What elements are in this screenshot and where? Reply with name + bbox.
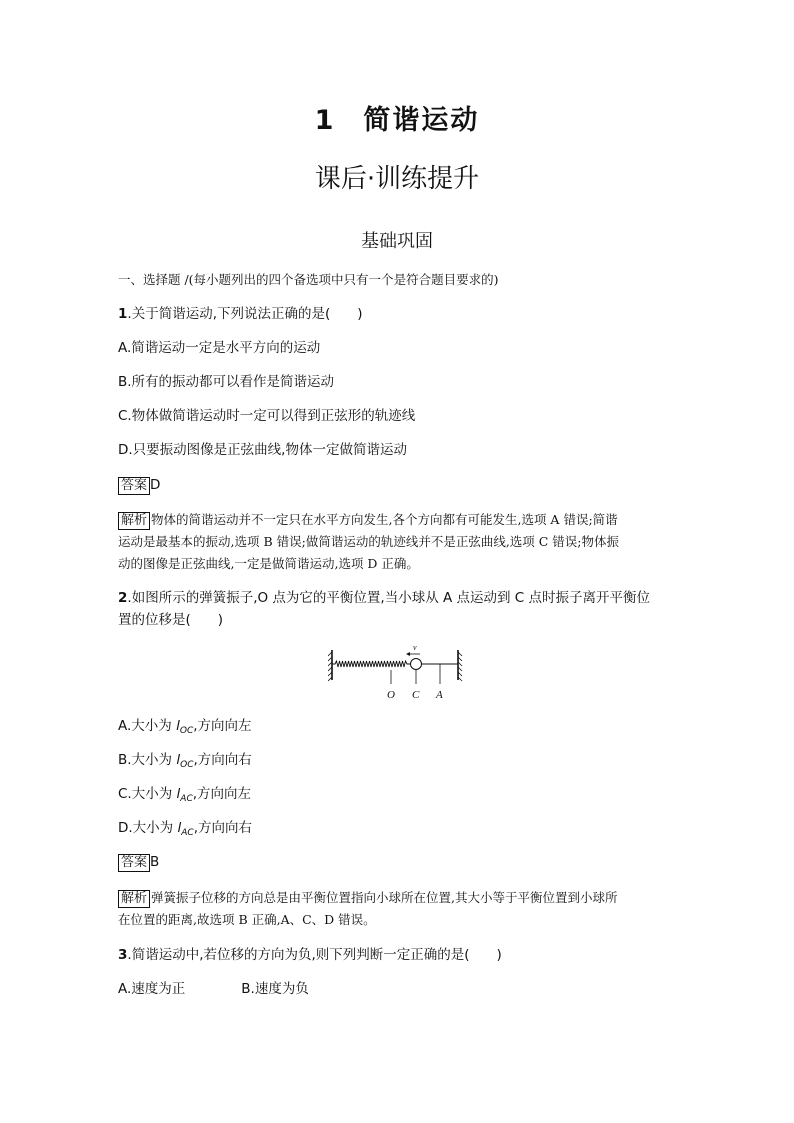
label-c: C: [412, 689, 420, 701]
subtitle: 课后·训练提升: [314, 164, 480, 194]
ball: [411, 659, 422, 670]
q2-analysis-line-2: 在位置的距离,故选项 B 正确,A、C、D 错误。: [118, 912, 376, 927]
spring-oscillator-diagram: [328, 640, 464, 704]
q2-option-d: [118, 818, 678, 843]
q2-answer: [118, 852, 678, 872]
q2-answer-value: B: [150, 854, 160, 870]
q1-analysis-line-3: 动的图像是正弦曲线,一定是做简谐运动,选项 D 正确。: [118, 556, 419, 571]
q2-option-c-var: l: [176, 786, 181, 802]
q2-stem-text-1: .如图所示的弹簧振子,O 点为它的平衡位置,当小球从 A 点运动到 C 点时振子离开平衡位: [127, 590, 651, 606]
part-heading: 一、选择题 /(每小题列出的四个备选项中只有一个是符合题目要求的): [118, 272, 499, 287]
q2-stem-line-1: [118, 588, 678, 608]
q1-analysis-label: 解析: [118, 512, 150, 530]
q2-option-d-suffix: ,方向向右: [193, 820, 252, 836]
label-o: O: [387, 689, 395, 701]
q1-option-b: B.所有的振动都可以看作是简谐运动: [118, 374, 335, 390]
q2-option-a-var: l: [176, 718, 180, 734]
q3-options-row: [118, 979, 678, 999]
q1-option-d: D.只要振动图像是正弦曲线,物体一定做简谐运动: [118, 442, 407, 458]
q1-option-c: C.物体做简谐运动时一定可以得到正弦形的轨迹线: [118, 408, 416, 424]
q1-analysis: [118, 509, 678, 575]
q2-answer-label: 答案: [118, 854, 150, 872]
q2-option-c: [118, 784, 678, 809]
q2-option-a-suffix: ,方向向左: [193, 718, 252, 734]
section-title: 基础巩固: [361, 231, 433, 252]
q2-analysis: [118, 887, 678, 931]
q3-option-a: A.速度为正: [118, 981, 186, 997]
q1-stem-text: .关于简谐运动,下列说法正确的是( ): [127, 306, 363, 322]
q2-stem-line-2: 置的位移是( ): [118, 612, 224, 628]
q2-option-b-sub: OC: [180, 760, 194, 770]
chapter-title: [0, 98, 794, 137]
q2-analysis-line-1: 弹簧振子位移的方向总是由平衡位置指向小球所在位置,其大小等于平衡位置到小球所: [151, 890, 618, 905]
q2-analysis-label: 解析: [118, 890, 150, 908]
q2-option-c-sub: AC: [180, 794, 193, 804]
q2-option-b-suffix: ,方向向右: [193, 752, 252, 768]
q3-stem: [118, 945, 678, 965]
spring: [332, 661, 410, 667]
q2-option-c-suffix: ,方向向左: [192, 786, 252, 802]
q1-option-a: A.简谐运动一定是水平方向的运动: [118, 340, 321, 356]
q2-option-a: [118, 716, 678, 741]
q2-option-a-prefix: A.大小为: [118, 718, 177, 734]
q2-option-b-prefix: B.大小为: [118, 752, 177, 768]
chapter-number: 1: [314, 105, 336, 136]
q1-analysis-line-1: 物体的简谐运动并不一定只在水平方向发生,各个方向都有可能发生,选项 A 错误;简谐: [151, 512, 618, 527]
q1-answer-value: D: [150, 477, 161, 493]
q1-answer-label: 答案: [118, 477, 150, 495]
q2-option-d-var: l: [177, 820, 182, 836]
q3-number: 3: [118, 947, 128, 963]
chapter-title-text: 简谐运动: [363, 105, 480, 136]
q1-stem: [118, 304, 678, 324]
q2-option-a-sub: OC: [179, 726, 194, 736]
q2-option-c-prefix: C.大小为: [118, 786, 177, 802]
q1-number: 1: [118, 306, 128, 322]
q2-number: 2: [118, 590, 128, 606]
q2-option-d-prefix: D.大小为: [118, 820, 178, 836]
q1-analysis-line-2: 运动是最基本的振动,选项 B 错误;做简谐运动的轨迹线并不是正弦曲线,选项 C 错误;物体振: [118, 534, 620, 549]
velocity-arrowhead: [406, 652, 410, 656]
q1-answer: [118, 475, 678, 495]
q2-option-b-var: l: [176, 752, 181, 768]
velocity-label: v: [413, 643, 417, 652]
q3-option-b: B.速度为负: [241, 981, 309, 997]
label-a: A: [436, 689, 443, 701]
q2-option-d-sub: AC: [181, 828, 194, 838]
q3-stem-text: .简谐运动中,若位移的方向为负,则下列判断一定正确的是( ): [127, 947, 502, 963]
q2-option-b: [118, 750, 678, 775]
